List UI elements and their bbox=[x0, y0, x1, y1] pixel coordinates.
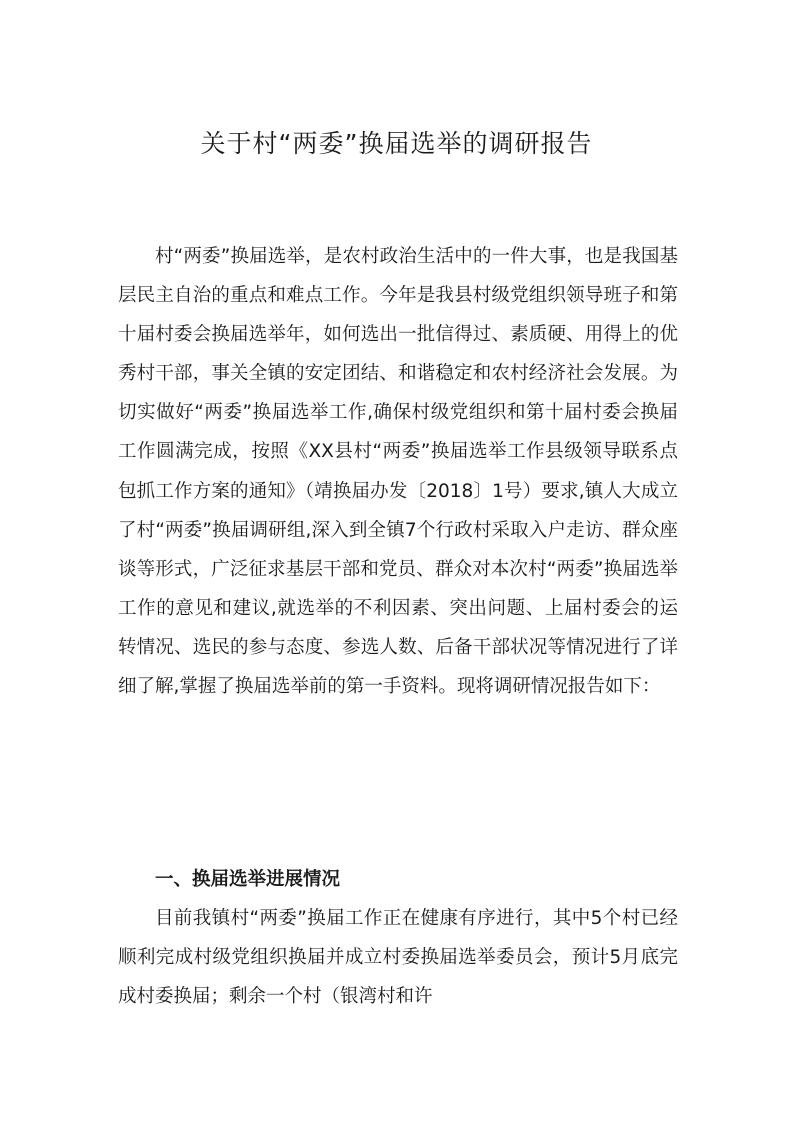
section-heading-progress: 一、换届选举进展情况 bbox=[155, 869, 341, 890]
body-paragraph-progress: 目前我镇村“两委”换届工作正在健康有序进行，其中5个村已经顺利完成村级党组织换届并成立村委换届选举委员会，预计5月底完成村委换届；剩余一个村（银湾村和许 bbox=[118, 908, 678, 1008]
body-paragraph-intro: 村“两委”换届选举，是农村政治生活中的一件大事，也是我国基层民主自治的重点和难点工作。今年是我县村级党组织领导班子和第十届村委会换届选举年，如何选出一批信得过、素质硬、用得上的优秀村干部，事关全镇的安定团结、和谐稳定和农村经济社会发展。为切实做好“两委”换届选举工作,确保村级党组织和第十届村委会换届工作圆满完成，按照《XX县村“两委”换届选举工作县级领导联系点包抓工作方案的通知》（靖换届办发〔2018〕1号）要求,镇人大成立了村“两委”换届调研组,深入到全镇7个行政村采取入户走访、群众座谈等形式，广泛征求基层干部和党员、群众对本次村“两委”换届选举工作的意见和建议,就选举的不利因素、突出问题、上届村委会的运转情况、选民的参与态度、参选人数、后备干部状况等情况进行了详细了解,掌握了换届选举前的第一手资料。现将调研情况报告如下： bbox=[118, 246, 678, 698]
document-title: 关于村“两委”换届选举的调研报告 bbox=[200, 129, 593, 158]
